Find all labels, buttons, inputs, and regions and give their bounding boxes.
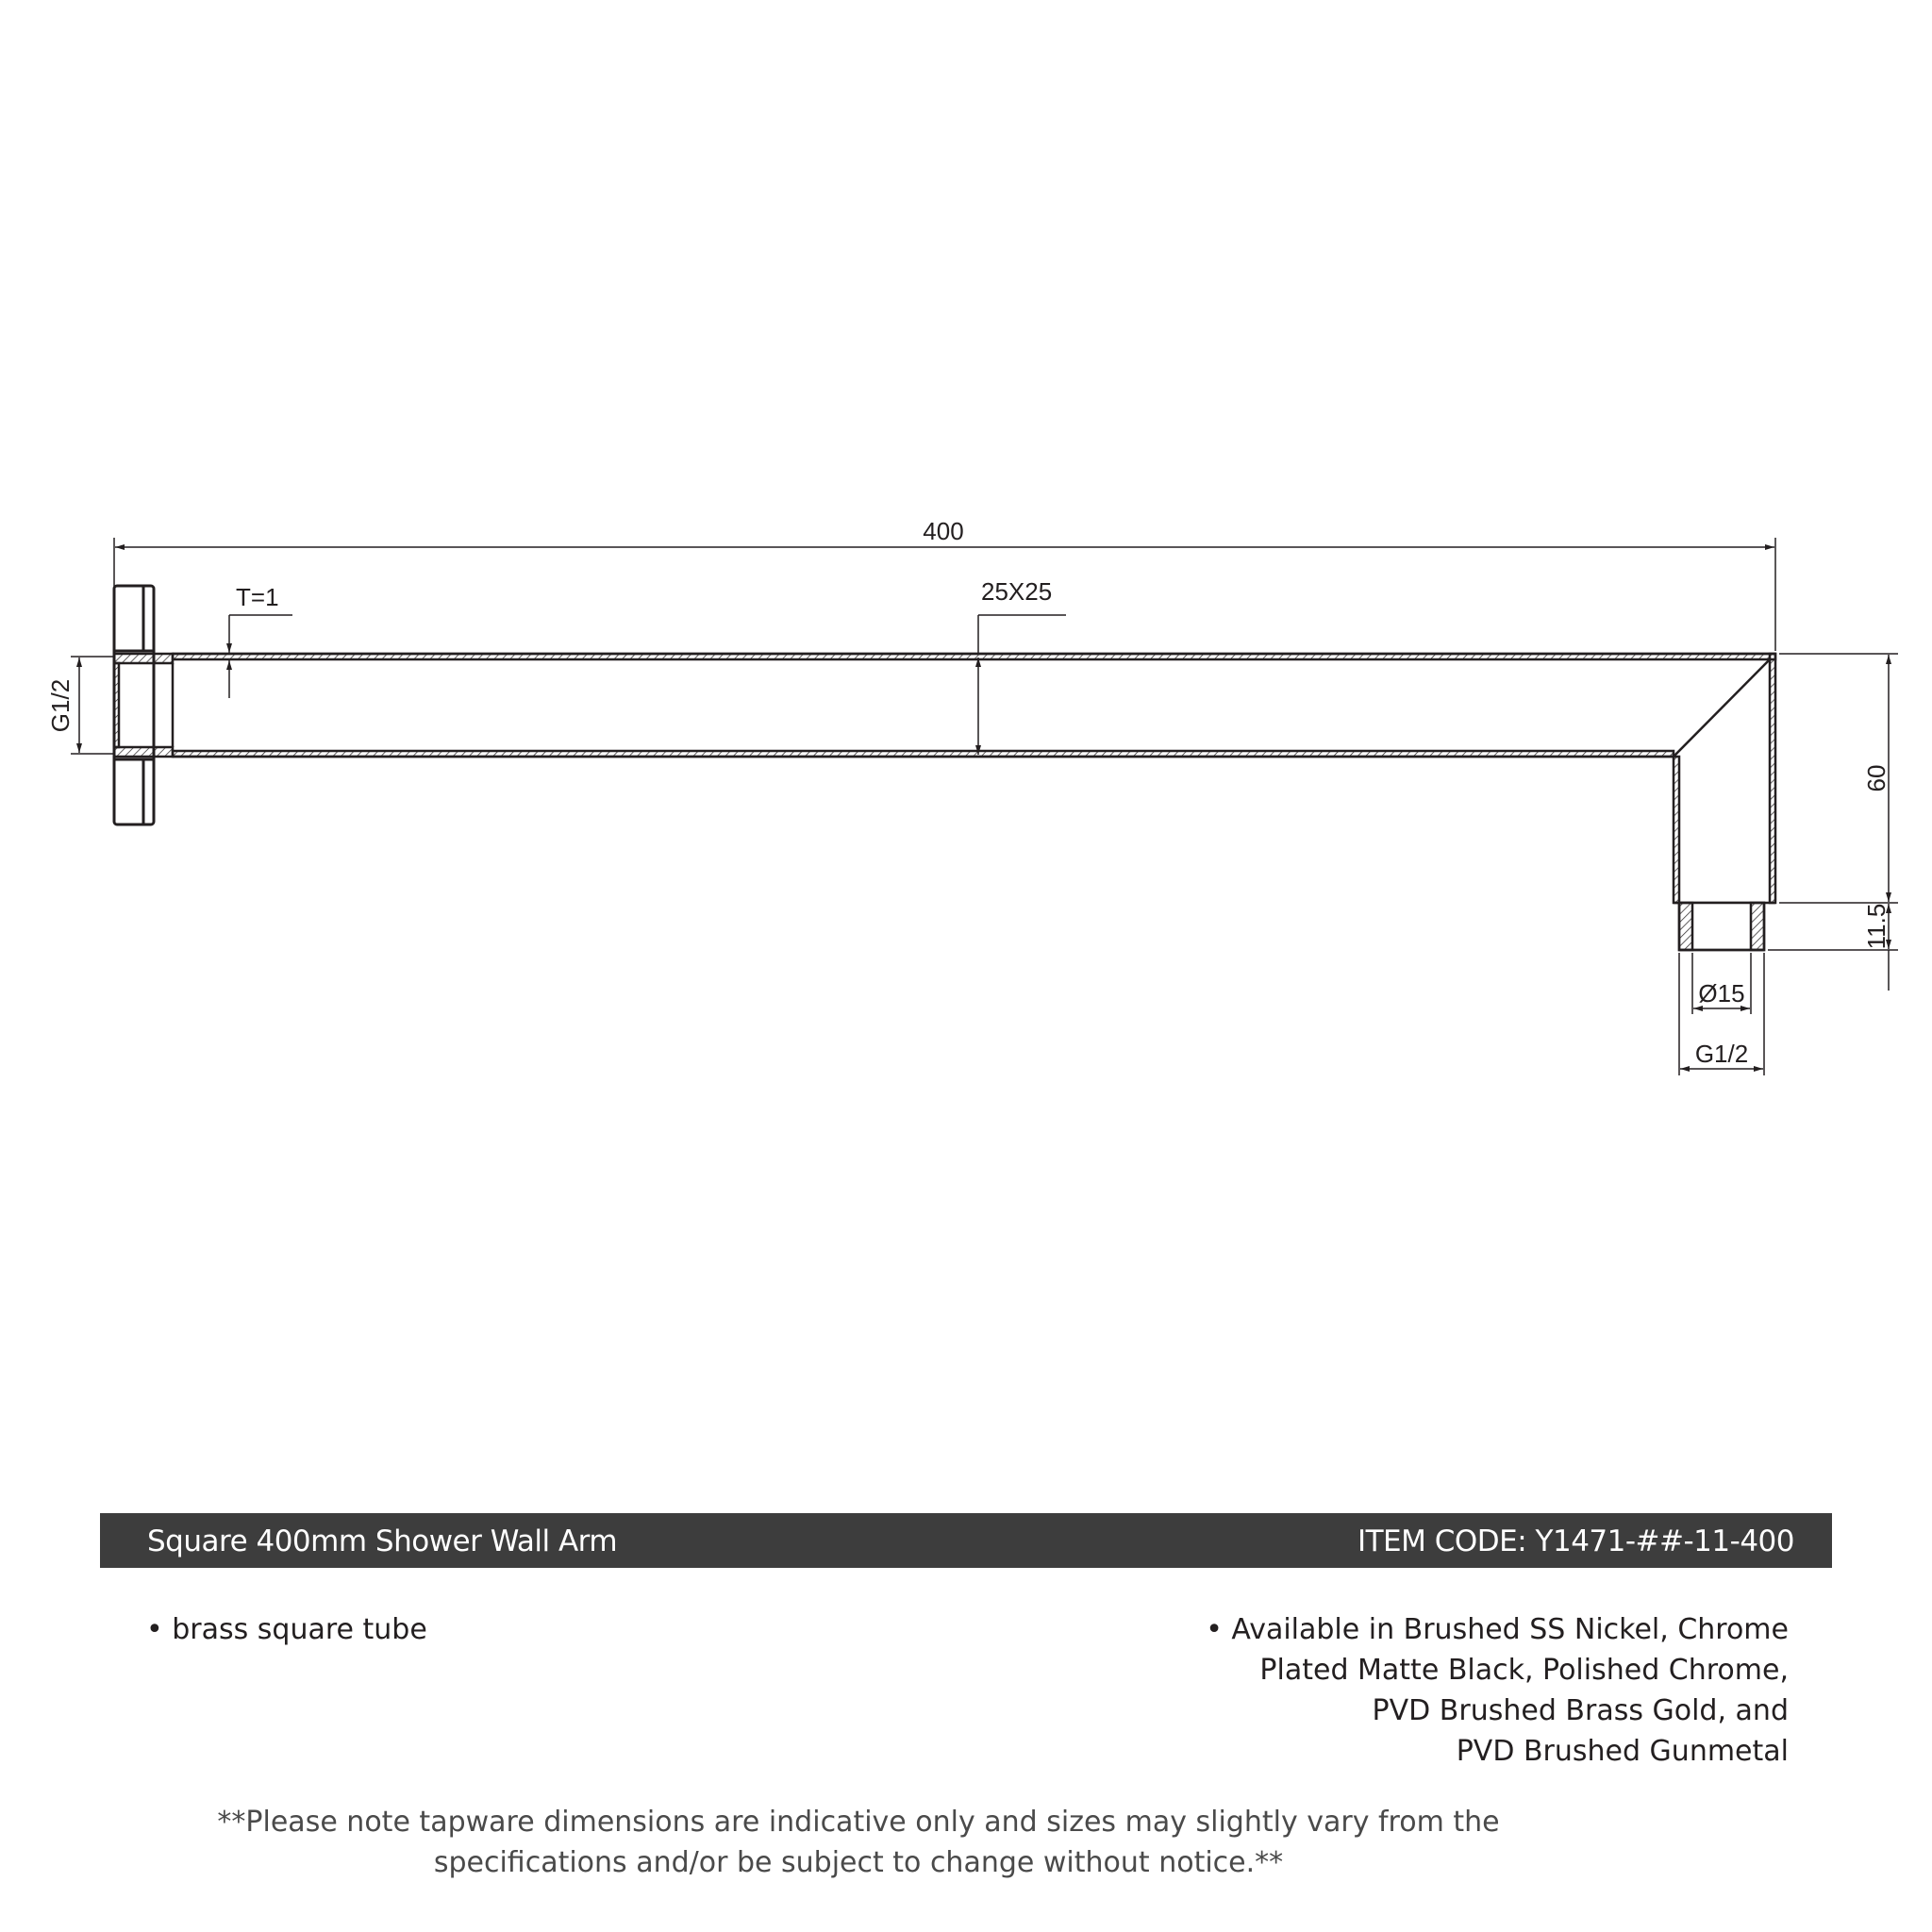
finish-line: PVD Brushed Gunmetal xyxy=(1456,1735,1789,1768)
dim-thread-length-label: 11.5 xyxy=(1862,903,1890,950)
disclaimer-line: specifications and/or be subject to change without notice.** xyxy=(433,1846,1284,1879)
product-name: Square 400mm Shower Wall Arm xyxy=(147,1524,618,1558)
dim-bore-label: Ø15 xyxy=(1698,979,1745,1008)
dimension-lines xyxy=(71,538,1898,1075)
disclaimer xyxy=(151,1802,1566,1883)
outlet-fitting xyxy=(1679,903,1764,950)
arm-tube xyxy=(173,654,1775,903)
finish-line: PVD Brushed Brass Gold, and xyxy=(1372,1694,1789,1727)
item-code: ITEM CODE: Y1471-##-11-400 xyxy=(1357,1524,1794,1558)
dim-tube-label: 25X25 xyxy=(981,577,1053,606)
dim-outlet-thread-label: G1/2 xyxy=(1694,1040,1749,1068)
dim-inlet-thread-label: G1/2 xyxy=(46,678,75,733)
finish-line: Plated Matte Black, Polished Chrome, xyxy=(1259,1654,1789,1687)
title-bar xyxy=(100,1513,1832,1568)
dim-thickness-label: T=1 xyxy=(236,583,279,611)
disclaimer-line: **Please note tapware dimensions are indicative only and sizes may slightly vary from the xyxy=(217,1806,1500,1839)
dim-length-label: 400 xyxy=(923,517,964,545)
feature-material: • brass square tube xyxy=(146,1613,427,1646)
dim-drop-label: 60 xyxy=(1862,764,1890,792)
feature-finishes xyxy=(1072,1609,1789,1772)
finish-line: • Available in Brushed SS Nickel, Chrome xyxy=(1206,1613,1789,1646)
wall-flange xyxy=(114,586,154,824)
